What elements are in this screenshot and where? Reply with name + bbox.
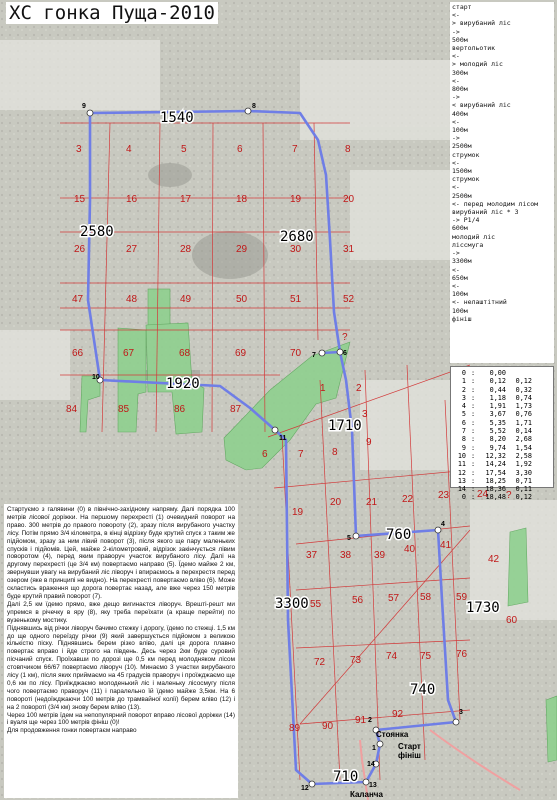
split-row (454, 460, 550, 468)
checkpoint-number: 1 (372, 745, 376, 752)
split-row (454, 410, 550, 418)
split-cell: 6 (461, 418, 466, 427)
split-cell: 3,67 (489, 410, 506, 419)
route-instructions-panel (450, 2, 554, 363)
segment-distance-label: 3300 (275, 596, 309, 612)
grid-square-number: 5 (181, 144, 187, 155)
grid-square-number: 8 (332, 447, 338, 458)
checkpoint-number: 4 (441, 521, 445, 528)
split-cell: 18,36 (485, 485, 506, 494)
split-row (454, 469, 550, 477)
grid-square-number: 49 (180, 294, 192, 305)
split-row (454, 444, 550, 452)
route-step: 100м (452, 290, 468, 299)
grid-square-number: 90 (322, 721, 334, 732)
route-step: > вирубаний ліс (452, 19, 511, 28)
route-step: 650м (452, 273, 468, 282)
route-step: 2500м (452, 142, 472, 151)
split-cell: 0,76 (515, 410, 532, 419)
segment-distance-label: 1710 (328, 418, 362, 434)
grid-square-number: 68 (179, 348, 191, 359)
grid-square-number: 21 (366, 497, 378, 508)
split-cell: 0,12 (515, 377, 532, 386)
split-cell: 2,68 (515, 435, 532, 444)
split-row (454, 452, 550, 460)
split-cell: 12,32 (485, 451, 506, 460)
route-step: струмок (452, 175, 480, 184)
segment-distance-label: 760 (386, 527, 412, 543)
route-step: <- (452, 158, 460, 167)
checkpoint-marker (353, 533, 359, 539)
checkpoint-number: 11 (279, 435, 287, 442)
grid-square-number: 28 (180, 244, 192, 255)
grid-square-number: 85 (118, 404, 130, 415)
route-step: 3300м (452, 257, 472, 266)
start-label: Старт (398, 742, 421, 751)
grid-square-number: 69 (235, 348, 247, 359)
split-cell: 1,91 (489, 402, 506, 411)
split-cell: : (470, 468, 476, 477)
checkpoint-number: 5 (347, 535, 351, 542)
grid-square-number: 86 (174, 404, 186, 415)
grid-square-number: 50 (236, 294, 248, 305)
grid-square-number: 51 (290, 294, 302, 305)
split-cell: : (470, 443, 476, 452)
split-cell: : (470, 460, 476, 469)
route-step: -> (452, 27, 460, 36)
split-cell: 0,11 (515, 485, 532, 494)
grid-square-number: 29 (236, 244, 248, 255)
route-step: струмок (452, 150, 480, 159)
grid-square-number: 2 (356, 383, 362, 394)
grid-square-number: 4 (126, 144, 132, 155)
segment-distance-label: 1540 (160, 110, 194, 126)
route-step: 2500м (452, 191, 472, 200)
grid-square-number: 75 (420, 651, 432, 662)
split-cell: : (470, 385, 476, 394)
route-step: > молодий ліс (452, 60, 503, 69)
split-cell: : (470, 418, 476, 427)
split-cell: 11 (457, 460, 466, 469)
route-step: ліссмуга (452, 240, 484, 249)
split-row (454, 477, 550, 485)
split-cell: 2 (461, 385, 466, 394)
split-cell: 0,32 (515, 385, 532, 394)
grid-square-number: 3 (76, 144, 82, 155)
grid-square-number: 67 (123, 348, 135, 359)
route-step: 600м (452, 224, 468, 233)
segment-distance-label: 710 (333, 769, 359, 785)
split-cell: 18,25 (485, 476, 506, 485)
route-step: <- перед молодим лісом (452, 199, 539, 208)
grid-square-number: 1 (320, 383, 326, 394)
route-description-panel (4, 504, 238, 798)
grid-square-number: 22 (402, 494, 414, 505)
split-cell: : (470, 402, 476, 411)
grid-square-number: 52 (343, 294, 355, 305)
route-step: 400м (452, 109, 468, 118)
description-paragraph: Через 100 метрів їдем на непопулярний поворот вправо лісової доріжки (14) і вуаля ще через 100 метрів фініш (0)! (7, 711, 235, 727)
grid-square-number: 24 (477, 489, 489, 500)
split-cell (506, 369, 532, 377)
grid-square-number: 57 (388, 593, 400, 604)
split-cell: 3 (461, 393, 466, 402)
route-step: <- нелаштітний (452, 298, 507, 307)
route-step: 100м (452, 126, 468, 135)
route-step: <- (452, 11, 460, 20)
grid-square-number: 73 (350, 655, 362, 666)
grid-square-number: 48 (126, 294, 138, 305)
route-step: 800м (452, 85, 468, 94)
grid-square-number: 26 (74, 244, 86, 255)
split-cell: 1 (461, 377, 466, 386)
segment-distance-label: 740 (410, 682, 436, 698)
split-cell: 8,20 (489, 435, 506, 444)
route-step: <- (452, 117, 460, 126)
route-step: фініш (452, 314, 472, 323)
segment-distance-label: 1920 (166, 376, 200, 392)
split-row (454, 427, 550, 435)
split-cell: 1,71 (515, 418, 532, 427)
route-step: -> (452, 249, 460, 258)
route-step: 500м (452, 35, 468, 44)
split-cell: 0,00 (489, 369, 506, 377)
grid-square-number: 42 (488, 554, 500, 565)
grid-square-number: 18 (236, 194, 248, 205)
split-row (454, 369, 550, 377)
grid-square-number: 7 (292, 144, 298, 155)
question-mark: ? (342, 332, 348, 343)
grid-square-number: 41 (440, 540, 452, 551)
checkpoint-number: 12 (301, 785, 309, 792)
grid-square-number: 74 (386, 651, 398, 662)
checkpoint-marker (453, 719, 459, 725)
split-cell: : (470, 476, 476, 485)
grid-square-number: 72 (314, 657, 326, 668)
split-row (454, 485, 550, 493)
grid-square-number: 40 (404, 544, 416, 555)
route-step: молодий ліс (452, 232, 496, 241)
route-step: вирубаний ліс * 3 (452, 208, 519, 217)
checkpoint-number: 9 (82, 103, 86, 110)
split-cell: 1,54 (515, 443, 532, 452)
question-mark: ? (506, 490, 512, 501)
grid-square-number: 58 (420, 592, 432, 603)
grid-square-number: 19 (290, 194, 302, 205)
checkpoint-marker (245, 108, 251, 114)
route-step: -> (452, 93, 460, 102)
segment-distance-label: 1730 (466, 600, 500, 616)
grid-square-number: 66 (72, 348, 84, 359)
description-paragraph: Піднявшись від річки ліворуч бачимо стежку і дорогу, їдемо по стежці. 1,5 км до ще одного переїзду річки (9) який завершується підйомом з великою кількістю піску. Піднявшись берем різко вліво, далі ця дорога плавно повертає вправо і йде строго на південь. Десь через 2км буде суровий пісчаний спуск. Проїхавши по дорозі ще 0,5 км перед молодняком лісом стовпчиком 66/67 повертаємо ліворуч (10). Минаємо 3 участки вирубаного лісу (1 км), після яких приймаємо на 45 градусів праворуч і проїжджаємо ще 0,6 км по лісу. Приїжджаємо молоденький ліс і маленьку лісосмугу після чого повертаємо праворуч (11) і паралельно їй їдемо майже 3,5км. На 6 повороті (недоїжджаючи 100 метрів до трамвайної колії) берем вліво (12) і на 2 повороті (3/4 км) знову берем вліво (13). (7, 624, 235, 711)
grid-square-number: 70 (290, 348, 302, 359)
grid-square-number: 16 (126, 194, 138, 205)
split-cell: : (470, 485, 476, 494)
split-cell: 1,73 (515, 402, 532, 411)
split-row (454, 402, 550, 410)
checkpoint-number: 14 (367, 761, 375, 768)
route-step: <- (452, 183, 460, 192)
split-cell: 1,92 (515, 460, 532, 469)
segment-distance-label: 2680 (280, 229, 314, 245)
route-step: 300м (452, 68, 468, 77)
split-cell: 9,74 (489, 443, 506, 452)
checkpoint-marker (87, 110, 93, 116)
finish-label: фініш (398, 751, 421, 760)
split-cell: 0,71 (515, 476, 532, 485)
split-cell: : (470, 410, 476, 419)
parking-label: Стоянка (376, 730, 409, 739)
grid-square-number: 37 (306, 550, 318, 561)
grid-square-number: 30 (290, 244, 302, 255)
grid-square-number: 31 (343, 244, 355, 255)
grid-square-number: 7 (298, 449, 304, 460)
grid-square-number: 92 (392, 709, 404, 720)
split-cell: 7 (461, 427, 466, 436)
split-cell: 3,30 (515, 468, 532, 477)
split-cell: 14 (457, 485, 466, 494)
grid-square-number: 39 (374, 550, 386, 561)
grid-square-number: 55 (310, 599, 322, 610)
grid-square-number: 38 (340, 550, 352, 561)
checkpoint-number: 10 (92, 374, 100, 381)
grid-square-number: 15 (74, 194, 86, 205)
split-cell: 0,74 (515, 393, 532, 402)
split-cell: : (470, 377, 476, 386)
grid-square-number: 47 (72, 294, 84, 305)
split-cell: : (470, 369, 476, 377)
split-row (454, 394, 550, 402)
route-step: вертольотик (452, 44, 496, 53)
grid-square-number: 6 (262, 449, 268, 460)
checkpoint-number: 6 (343, 350, 347, 357)
checkpoint-marker (309, 781, 315, 787)
split-cell: 2,58 (515, 451, 532, 460)
split-cell: 5,35 (489, 418, 506, 427)
split-row (454, 386, 550, 394)
split-cell: 5 (461, 410, 466, 419)
split-cell: 0,12 (489, 377, 506, 386)
grid-square-number: 84 (66, 404, 78, 415)
segment-distance-label: 2580 (80, 224, 114, 240)
checkpoint-number: 3 (459, 709, 463, 716)
description-paragraph: Стартуємо з галявини (0) в північно-західному напряму. Далі порядка 100 метрів лісової доріжки. На першому перехресті (1) очевидний поворот на право. 300 метрів до правого повороту (2), зразу після вирубаного участку лісу. Потім прямо 3/4 кілометра, в кінці відрізку буде крутий спуск з таким же підйомом, зразу за ним лівий поворот (3), після якого ще пару маленьких спусків і підйомів. Цей, майже 2-кілометровий, відрізок закінчується лівим поворотом (4), перед яким праворуч участок вирубаного лісу. Далі на другому перехресті (це 3/4 км) повертаємо направо (5). Їдемо майже 2 км, звернувши увагу на вирубаний ліс ліворуч і впираємось в перехрестя перед озером (яке в принципі не видно). На перехресті повертаємо вліво (6). Може скластись враження що дорога повертає назад, але вже через 150 метрів буде крутий правий поворот (7). (7, 506, 235, 600)
split-cell: : (470, 427, 476, 436)
split-cell: 18,48 (485, 493, 506, 502)
split-row (454, 435, 550, 443)
split-cell: 5,52 (489, 427, 506, 436)
grid-square-number: 56 (352, 595, 364, 606)
route-step: <- (452, 281, 460, 290)
split-cell: 9 (461, 443, 466, 452)
route-step: < вирубаний ліс (452, 101, 511, 110)
checkpoint-marker (377, 741, 383, 747)
split-cell: 13 (457, 476, 466, 485)
grid-square-number: 91 (355, 715, 367, 726)
route-step: -> P1/4 (452, 216, 480, 225)
split-row (454, 377, 550, 385)
split-cell: : (470, 451, 476, 460)
split-cell: 1,18 (489, 393, 506, 402)
grid-square-number: 27 (126, 244, 138, 255)
checkpoint-marker (272, 427, 278, 433)
description-paragraph: Далі 2,5 км їдемо прямо, вже дещо вигинаєтся ліворуч. Врешті-решт ми упремся в річечку в яру (8), яку треба переїхати (а краще перейти) по вузенькому мостику. (7, 600, 235, 624)
map-title: ХС гонка Пуща-2010 (6, 2, 218, 24)
split-cell: : (470, 493, 476, 502)
grid-square-number: 6 (237, 144, 243, 155)
checkpoint-number: 7 (312, 352, 316, 359)
split-cell: 0,12 (515, 493, 532, 502)
split-cell: 12 (457, 468, 466, 477)
split-cell: 8 (461, 435, 466, 444)
split-cell: : (470, 393, 476, 402)
route-step: <- (452, 52, 460, 61)
grid-square-number: 89 (289, 723, 301, 734)
grid-square-number: 59 (456, 592, 468, 603)
description-paragraph: Для продовження гонки повертаєм направо (7, 727, 137, 735)
grid-square-number: 19 (292, 507, 304, 518)
grid-square-number: 9 (366, 437, 372, 448)
split-cell: : (470, 435, 476, 444)
grid-square-number: 60 (506, 615, 518, 626)
split-row (454, 493, 550, 501)
checkpoint-number: 13 (369, 782, 377, 789)
tower-label: Каланча (350, 790, 383, 799)
grid-square-number: 87 (230, 404, 242, 415)
split-cell: 0,14 (515, 427, 532, 436)
grid-square-number: 17 (180, 194, 192, 205)
route-step: <- (452, 265, 460, 274)
split-cell: 0 (461, 493, 466, 502)
route-step: 1500м (452, 167, 472, 176)
route-step: старт (452, 3, 472, 11)
split-cell: 4 (461, 402, 466, 411)
split-cell: 14,24 (485, 460, 506, 469)
route-step: -> (452, 134, 460, 143)
grid-square-number: 20 (343, 194, 355, 205)
grid-square-number: 20 (330, 497, 342, 508)
route-step: <- (452, 76, 460, 85)
grid-square-number: 8 (345, 144, 351, 155)
split-cell: 0 (461, 369, 466, 377)
checkpoint-number: 2 (368, 717, 372, 724)
route-step: 100м (452, 306, 468, 315)
checkpoint-marker (319, 350, 325, 356)
split-table (450, 366, 554, 502)
grid-square-number: 3 (362, 409, 368, 420)
grid-square-number: 76 (456, 649, 468, 660)
split-cell: 0,44 (489, 385, 506, 394)
checkpoint-number: 8 (252, 103, 256, 110)
split-row (454, 419, 550, 427)
grid-square-number: 23 (438, 490, 450, 501)
split-cell: 10 (457, 451, 466, 460)
split-cell: 17,54 (485, 468, 506, 477)
